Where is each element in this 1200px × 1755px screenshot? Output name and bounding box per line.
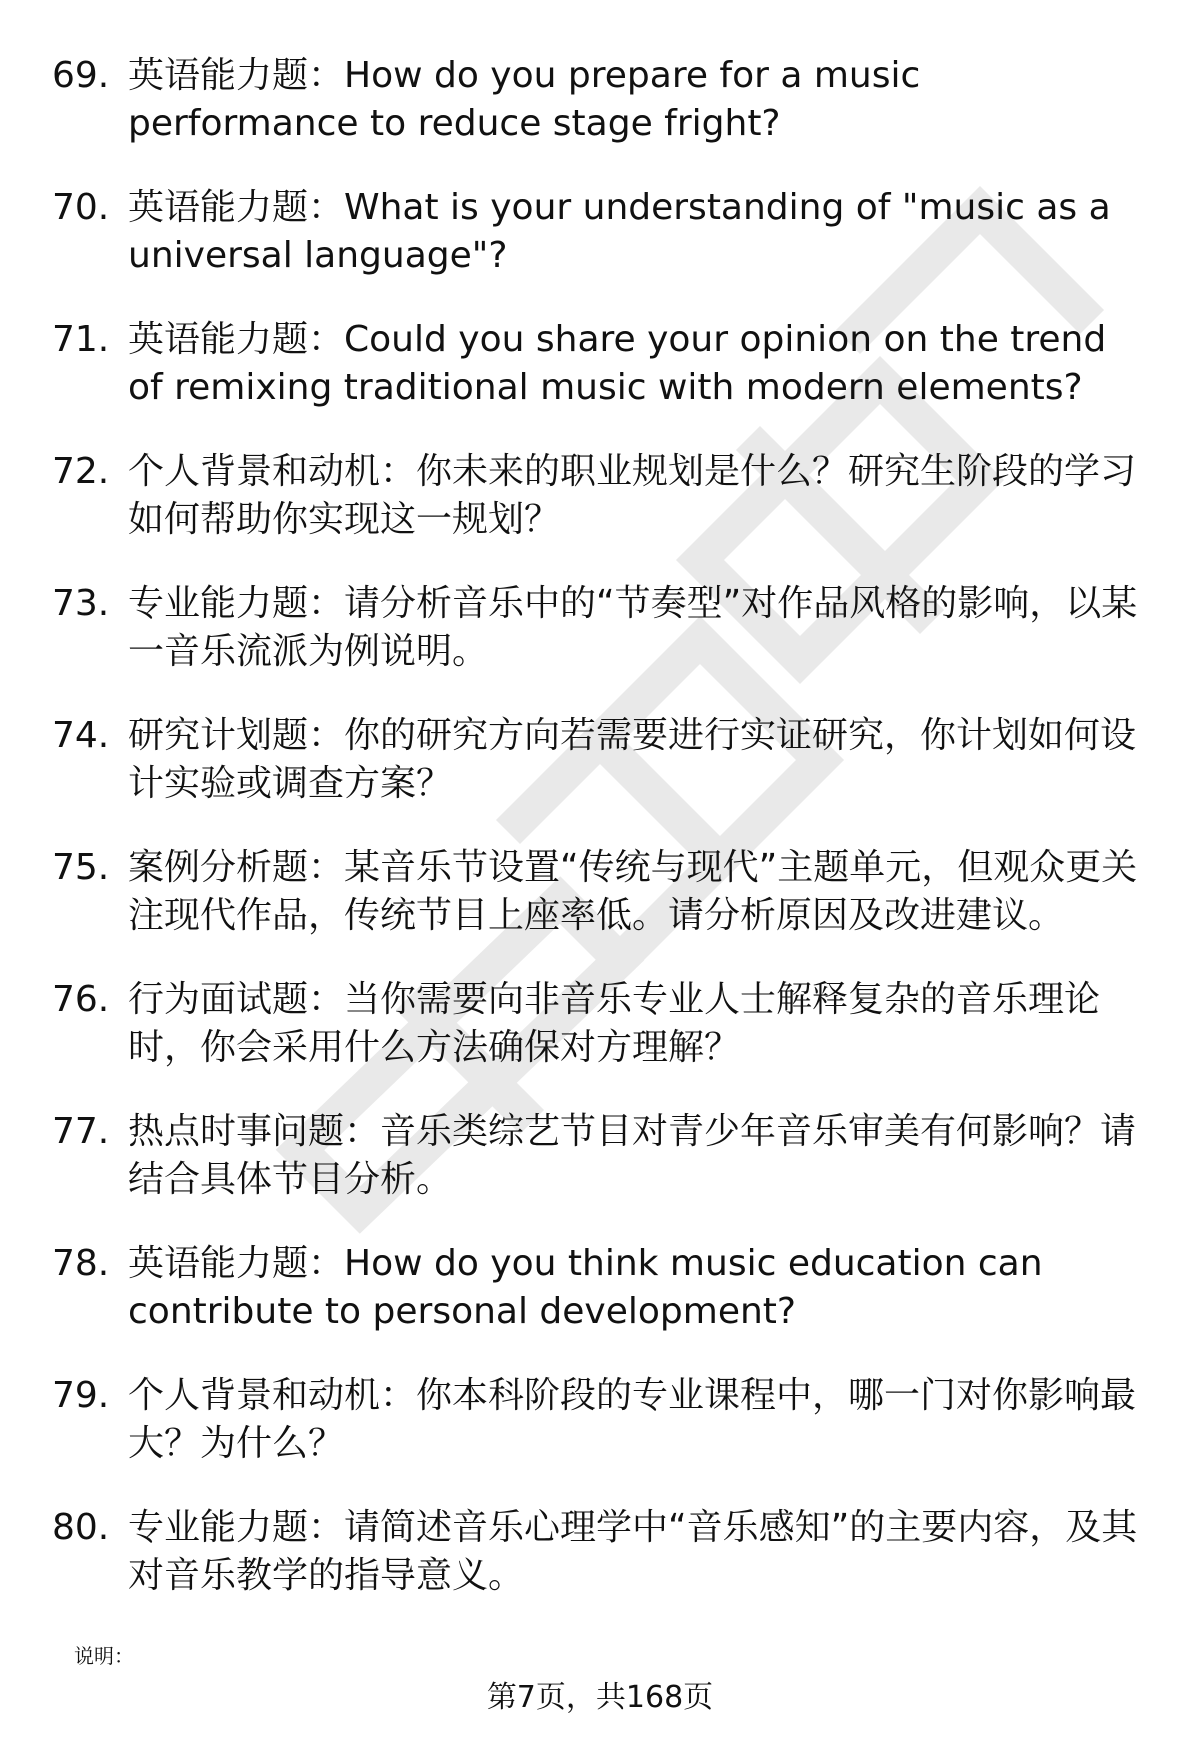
- question-item-72: [0, 448, 1200, 580]
- question-item-75: [0, 844, 1200, 976]
- question-number: 75.: [52, 847, 110, 888]
- question-text: 英语能力题：How do you think music education can contribute to personal development?: [128, 1243, 1043, 1332]
- question-item-79: [0, 1372, 1200, 1504]
- question-text: 专业能力题：请简述音乐心理学中“音乐感知”的主要内容，及其对音乐教学的指导意义。: [128, 1507, 1138, 1596]
- question-item-74: [0, 712, 1200, 844]
- question-number: 77.: [52, 1111, 110, 1152]
- note-label: 说明：: [74, 1644, 134, 1668]
- question-text: 英语能力题：How do you prepare for a music performance to reduce stage fright?: [128, 55, 921, 144]
- question-text: 行为面试题：当你需要向非音乐专业人士解释复杂的音乐理论时，你会采用什么方法确保对方理解？: [128, 979, 1101, 1068]
- question-list: [0, 52, 1200, 1636]
- question-number: 71.: [52, 319, 110, 360]
- question-number: 70.: [52, 187, 110, 228]
- question-text: 英语能力题：Could you share your opinion on the trend of remixing traditional music with modern elements?: [128, 319, 1107, 408]
- question-text: 个人背景和动机：你未来的职业规划是什么？研究生阶段的学习如何帮助你实现这一规划？: [128, 451, 1137, 540]
- question-number: 74.: [52, 715, 110, 756]
- question-number: 78.: [52, 1243, 110, 1284]
- question-item-71: [0, 316, 1200, 448]
- question-item-70: [0, 184, 1200, 316]
- question-number: 72.: [52, 451, 110, 492]
- question-number: 76.: [52, 979, 110, 1020]
- question-item-73: [0, 580, 1200, 712]
- question-text: 专业能力题：请分析音乐中的“节奏型”对作品风格的影响，以某一音乐流派为例说明。: [128, 583, 1138, 672]
- question-item-78: [0, 1240, 1200, 1372]
- question-text: 研究计划题：你的研究方向若需要进行实证研究，你计划如何设计实验或调查方案？: [128, 715, 1137, 804]
- question-item-76: [0, 976, 1200, 1108]
- question-item-80: [0, 1504, 1200, 1636]
- question-item-77: [0, 1108, 1200, 1240]
- question-text: 案例分析题：某音乐节设置“传统与现代”主题单元，但观众更关注现代作品，传统节目上座率低。请分析原因及改进建议。: [128, 847, 1138, 936]
- question-text: 英语能力题：What is your understanding of "music as a universal language"?: [128, 187, 1111, 276]
- page-footer: 第7页，共168页: [486, 1680, 714, 1715]
- question-number: 73.: [52, 583, 110, 624]
- question-text: 个人背景和动机：你本科阶段的专业课程中，哪一门对你影响最大？为什么？: [128, 1375, 1137, 1464]
- question-item-69: [0, 52, 1200, 184]
- question-text: 热点时事问题：音乐类综艺节目对青少年音乐审美有何影响？请结合具体节目分析。: [128, 1111, 1137, 1200]
- question-number: 80.: [52, 1507, 110, 1548]
- question-number: 79.: [52, 1375, 110, 1416]
- question-number: 69.: [52, 55, 110, 96]
